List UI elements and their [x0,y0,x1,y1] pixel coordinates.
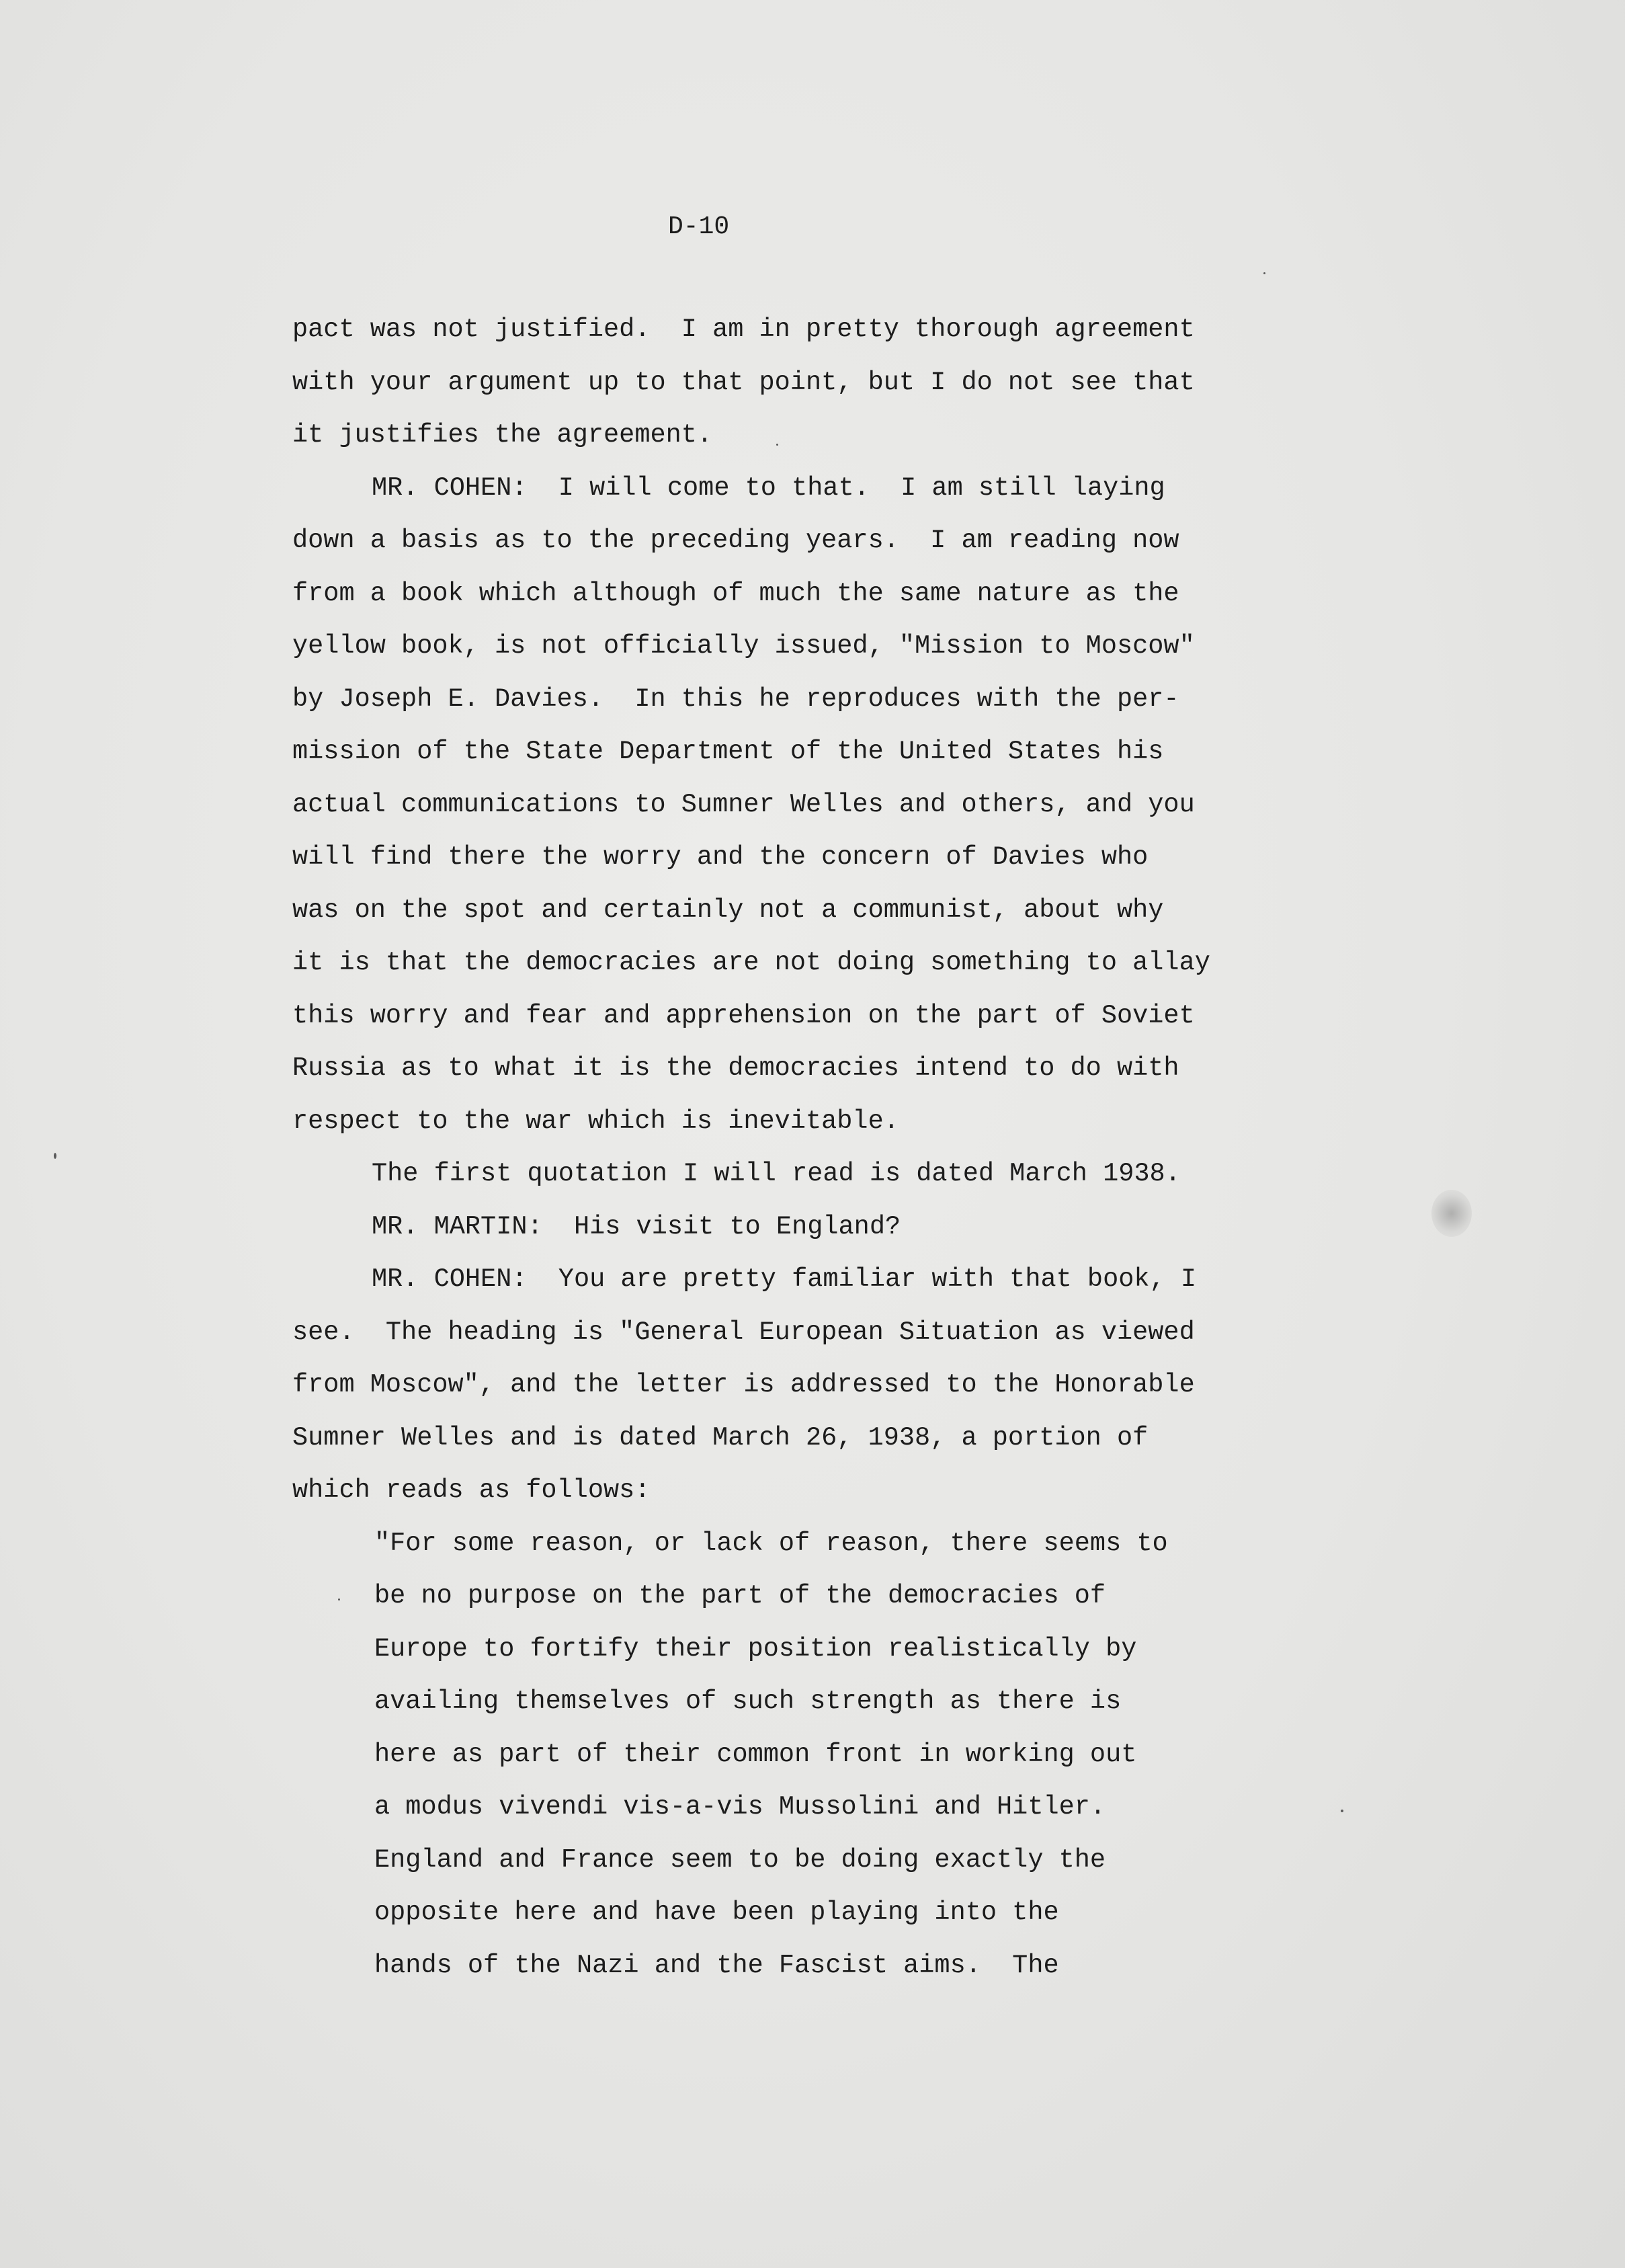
text-line: down a basis as to the preceding years. I am reading now [292,526,1179,555]
text-line: be no purpose on the part of the democracies of [374,1581,1106,1611]
text-line: actual communications to Sumner Welles and others, and you [292,789,1195,819]
text-line: here as part of their common front in working out [374,1739,1137,1769]
text-line: Europe to fortify their position realistically by [374,1633,1137,1664]
text-line: with your argument up to that point, but I do not see that [292,367,1195,397]
text-line: a modus vivendi vis-a-vis Mussolini and Hitler. [374,1792,1106,1822]
text-line: MR. MARTIN: His visit to England? [372,1211,901,1242]
text-line: by Joseph E. Davies. In this he reproduces with the per- [292,684,1179,714]
text-line: was on the spot and certainly not a communist, about why [292,895,1164,925]
text-line: from a book which although of much the same nature as the [292,578,1179,608]
paper-speck [776,444,778,446]
text-line: respect to the war which is inevitable. [292,1106,899,1136]
paper-smudge [1431,1190,1472,1237]
text-line: mission of the State Department of the United States his [292,737,1164,766]
text-line: MR. COHEN: I will come to that. I am still laying [372,473,1165,503]
text-line: this worry and fear and apprehension on the part of Soviet [292,1000,1195,1030]
text-line: England and France seem to be doing exactly the [374,1845,1106,1875]
text-line: it justifies the agreement. [292,420,713,450]
typed-transcript-body [292,316,1247,2004]
text-line: which reads as follows: [292,1475,651,1505]
text-line: Russia as to what it is the democracies intend to do with [292,1053,1179,1083]
text-line: from Moscow", and the letter is addressed to the Honorable [292,1370,1195,1400]
paper-speck [338,1598,340,1601]
text-line: hands of the Nazi and the Fascist aims. The [374,1950,1059,1980]
text-line: pact was not justified. I am in pretty thorough agreement [292,315,1195,344]
paper-speck [1341,1810,1343,1812]
text-line: will find there the worry and the concern of Davies who [292,842,1149,872]
text-line: opposite here and have been playing into the [374,1898,1059,1927]
text-line: see. The heading is "General European Situation as viewed [292,1317,1195,1347]
text-line: The first quotation I will read is dated March 1938. [372,1159,1181,1188]
text-line: MR. COHEN: You are pretty familiar with that book, I [372,1264,1196,1294]
paper-speck [1263,272,1265,274]
text-line: availing themselves of such strength as there is [374,1687,1122,1716]
page-number: D-10 [668,212,730,241]
text-line: yellow book, is not officially issued, "Mission to Moscow" [292,631,1195,661]
text-line: it is that the democracies are not doing something to allay [292,948,1210,977]
text-line: Sumner Welles and is dated March 26, 1938, a portion of [292,1422,1149,1453]
text-line: "For some reason, or lack of reason, there seems to [374,1528,1168,1558]
paper-speck [54,1153,56,1159]
